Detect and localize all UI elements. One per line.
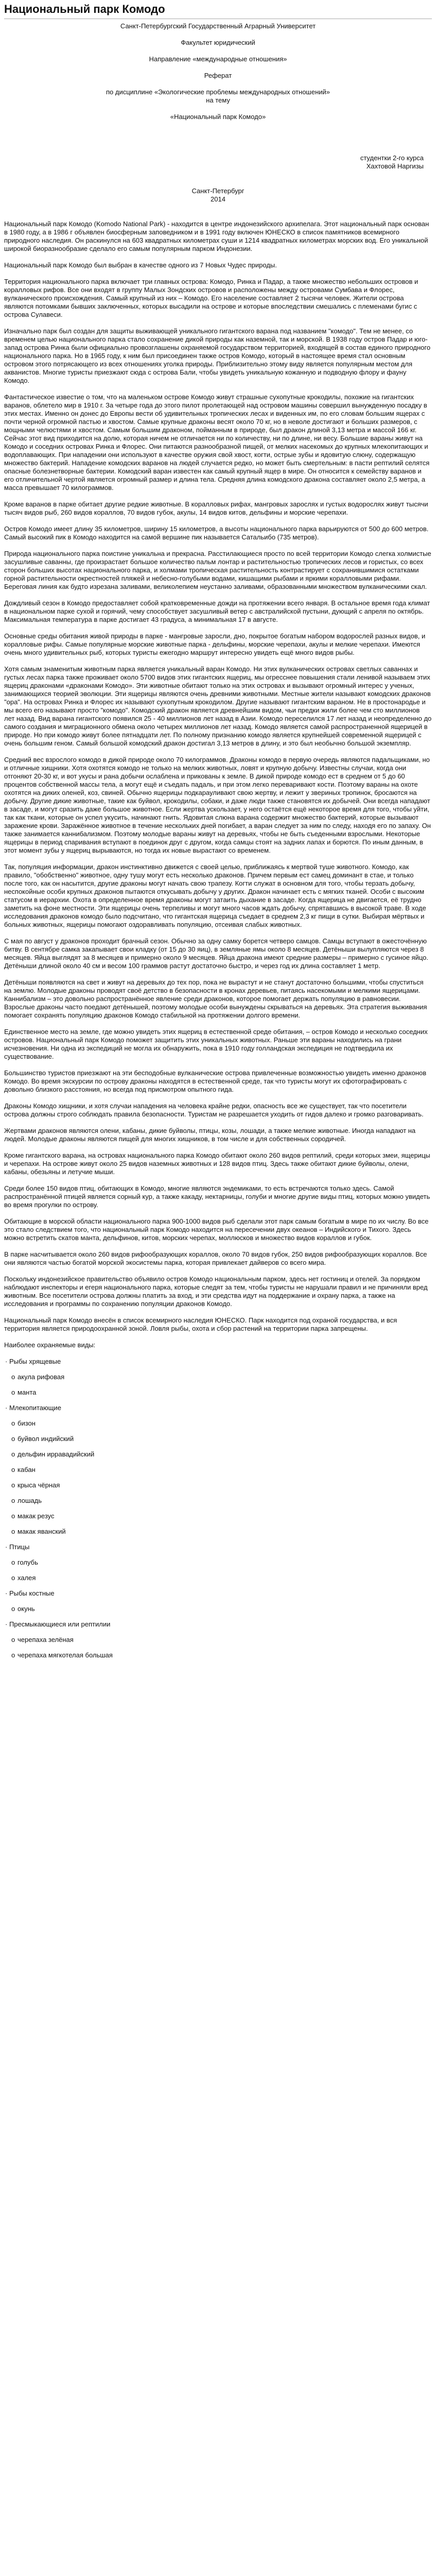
species-item: [4, 1466, 432, 1474]
species-name: голубь: [18, 1558, 38, 1566]
species-name: акула рифовая: [18, 1373, 65, 1381]
species-name: бизон: [18, 1419, 36, 1427]
direction-name: Направление «международные отношения»: [149, 55, 287, 63]
species-item: [4, 1373, 432, 1381]
university-name: Санкт-Петербургский Государственный Аграрный Университет: [120, 22, 316, 30]
species-item: [4, 1497, 432, 1505]
bullet-icon: o: [11, 1450, 15, 1458]
body-paragraph: Поскольку индонезийское правительство объявило остров Комодо национальным парком, здесь нет гостиниц и отелей. За порядком наблюдают инспекторы и егеря национального парка, которые следят за тем, чтобы туристы не нарушали правил и не причиняли вред животным. Все посетители острова должны платить за вход, и эти средства идут на поддержание и охрану парка, а также на исследования и программы по сохранению популяции драконов Комодо.: [4, 1275, 428, 1308]
bullet-icon: o: [11, 1481, 15, 1489]
species-group-heading: · Пресмыкающиеся или рептилии: [5, 1620, 111, 1628]
discipline: по дисциплине «Экологические проблемы международных отношений»: [106, 88, 330, 96]
city: Санкт-Петербург: [191, 187, 245, 195]
bullet-icon: o: [11, 1636, 15, 1643]
protected-species-lists: [4, 1358, 432, 1659]
bullet-icon: o: [11, 1497, 15, 1504]
work-type: Реферат: [204, 72, 232, 79]
body-paragraph: Кроме гигантского варана, на островах национального парка Комодо обитают около 260 видов рептилий, среди которых змеи, ящерицы и черепахи. На острове живут около 25 видов наземных животных и 128 видов птиц. Здесь также обитают дикие буйволы, олени, кабаны, обезьяны и летучие мыши.: [4, 1151, 430, 1176]
body-paragraph: Средний вес взрослого комодо в дикой природе около 70 килограммов. Драконы комодо в первую очередь являются падальщиками, но и отличные хищники. Хотя охотятся комодо не только на мелких животных, ловят и крупную добычу. Известны случаи, когда они отгоняют 20-30 кг, и вот укусы и рана добычи ослаблена и прикованы к земле. В дикой природе комодо ест в среднем от 5 до 60 процентов собственной массы тела, а могут ещё и съедать падаль, и при этом легко переваривают кости. Поэтому вараны на охоте охотятся на диких оленей, коз, свиней. Обычно ящерицы подкарауливают свою жертву, и лежит у звериных тропинок, бросаются на добычу. Другие дикие животные, такие как буйвол, крокодилы, собаки, и даже люди также становятся их добычей. Они всегда нападают в засаде, и могут сразить даже большое животное. Если жертва ускользает, у него остаётся ещё некоторое время для того, чтобы уйти, так как ткани, которые он успел укусить, начинают гнить. Ядовитая слюна варана содержит множество бактерий, которые вызывают заражение крови. Заражённое животное в течение нескольких дней погибает, а варан следует за ним по следу, находя его по запаху. Он также занимается каннибализмом. Поэтому молодые вараны живут на деревьях, чтобы не быть съеденными взрослыми. Некоторые ящерицы в период спаривания вступают в поединок друг с другом, когда самцы стоят на задних лапах и борются. По иным данным, в этот момент зубы у ящериц вырываются, но тогда их новые вырастают со временем.: [4, 756, 431, 854]
bullet-icon: o: [11, 1651, 15, 1659]
species-group: [4, 1358, 432, 1397]
bullet-icon: o: [11, 1574, 15, 1582]
species-item: [4, 1512, 432, 1520]
bullet-icon: o: [11, 1605, 15, 1613]
body-paragraph: Большинство туристов приезжают на эти бесподобные вулканические острова привлеченные возможностью увидеть именно драконов Комодо. Во время экскурсии по острову драконы находятся в естественной среде, так что туристы могут их сфотографировать с довольно близкого расстояния, но всегда под присмотром опытного гида.: [4, 1069, 427, 1093]
body-paragraph: Обитающие в морской области национального парка 900-1000 видов рыб сделали этот парк самым богатым в мире по их числу. Во все это стало следствием того, что национальный парк Комодо находится на пересечении двух океанов – Индийского и Тихого. Здесь можно встретить скатов манта, дельфинов, китов, морских черепах, моллюсков и множество видов кораллов и губок.: [4, 1217, 429, 1242]
body-paragraph: Национальный парк Комодо (Komodo National Park) - находится в центре индонезийского архипелага. Этот национальный парк основан в 1980 году, а в 1986 г объявлен биосферным заповедником и в 1991 году включен ЮНЕСКО в список памятников всемирного природного наследия. Он раскинулся на 603 квадратных километрах суши и 1214 квадратных километрах морских вод. Его уникальной широкой биоразнообразие сделало его самым популярным парком Индонезии.: [4, 220, 429, 252]
bullet-icon: o: [11, 1466, 15, 1473]
species-group: [4, 1404, 432, 1536]
student-role: студентки 2-го курса: [360, 154, 424, 162]
body-paragraph: Природа национального парка поистине уникальна и прекрасна. Расстилающиеся просто по всей территории Комодо слегка холмистые засушливые саванны, где произрастает большое количество пальм лонтар и растительностью тропических лесов и гористых, со всех сторон больших высотах национального парка, и холмами тропическая растительность контрастирует с сохранившимися остатками горной растительности окрестностей пляжей и небесно-голубыми водами, кишащими рыбами и яркими коралловыми рифами. Береговая линия как будто изрезана заливами, великолепием неустанно заливами, образованными множеством вулканическими скал.: [4, 550, 431, 590]
species-name: лошадь: [18, 1497, 42, 1504]
species-item: [4, 1450, 432, 1459]
body-paragraph: Остров Комодо имеет длину 35 километров, ширину 15 километров, а высоты национального парка варьируются от 500 до 600 метров. Самый высокий пик в Комодо находится на самой вершине пик называется Сатальибо (735 метров).: [4, 525, 429, 541]
body-paragraph: Наиболее охраняемые виды:: [4, 1341, 96, 1349]
body-paragraph: Среди более 150 видов птиц, обитающих в Комодо, многие являются эндемиками, то есть встречаются только здесь. Самой распространённой птицей является сорный кур, а также какаду, нектарницы, голуби и многие другие виды птиц, которых можно увидеть во время прогулки по острову.: [4, 1184, 430, 1209]
species-item: [4, 1419, 432, 1428]
theme-label: на тему: [206, 96, 230, 104]
species-name: окунь: [18, 1605, 35, 1613]
species-name: черепаха зелёная: [18, 1636, 74, 1643]
body-paragraph: Национальный парк Комодо был выбран в качестве одного из 7 Новых Чудес природы.: [4, 261, 277, 269]
species-name: халея: [18, 1574, 36, 1582]
species-item: [4, 1528, 432, 1536]
species-group-heading: · Рыбы хрящевые: [5, 1358, 61, 1365]
body-paragraph: Хотя самым знаменитым животным парка является уникальный варан Комодо. Ни этих вулканических островах светлых саваннах и густых лесах парка также проживает около 5700 видов этих гигантских ящериц, мы огресснее повышения стали ленивой называем этих ящериц драконами «драконами Комодо». Эти животные обитают только на этих островах и вызывают огромный интерес у ученых, занимающихся теорией эволюции. Эти ящерицы являются очень древними животными. Местные жители называют комодских драконов "ора". На островах Ринка и Флорес их называют сухопутным крокодилом. Другие называют гигантским вараном. Не в простонародье и мы всего его называют просто "комодо". Комодский дракон является древнейшим видом, чьи предки жили более чем сто миллионов лет назад. Вид варана гигантского появился 25 - 40 миллионов лет назад в Азии. Комодо переселился 17 лет назад и неопределенно до самого создания и миграционного обмена около четырех миллионов лет назад. Комодо является самой распространенной ящерицей в природе. Но при комодо живут более пятнадцати лет. По полному признанию комодо является крупнейшей современной ящерицей с очень большим геном. Самый большой комодский дракон достигал 3,13 метров в длину, и это был необычно большой экземпляр.: [4, 665, 432, 747]
body-paragraph: Жертвами драконов являются олени, кабаны, дикие буйволы, птицы, козы, лошади, а также мелкие животные. Иногда нападают на людей. Молодые драконы являются пищей для многих хищников, в том числе и для собственных сородичей.: [4, 1127, 416, 1143]
species-item: [4, 1651, 432, 1659]
body-paragraph: Единственное место на земле, где можно увидеть этих ящериц в естественной среде обитания, – остров Комодо и несколько соседних островов. Национальный парк Комодо поможет защитить этих уникальных животных. Раньше эти вараны находились на грани исчезновения. Ни одна из экспедиций не могла их обнаружить, пока в 1910 году голландская экспедиция не подтвердила их существование.: [4, 1028, 428, 1060]
species-group: [4, 1543, 432, 1582]
species-item: [4, 1574, 432, 1582]
student-name: Хахтовой Наргизы: [366, 162, 424, 170]
bullet-icon: o: [11, 1558, 15, 1566]
body-paragraph: Изначально парк был создан для защиты выживающей уникального гигантского варана под названием "комодо". Тем не менее, со временем целью национального парка стало сохранение дикой природы как наземной, так и морской. В 1938 году остров Падар и юго-запад острова Ринка были официально провозглашены охраняемой государством территорией, входящей в состав единого природного национального парка. Но в 1965 году, к ним был присоединен также остров Комодо, который в настоящее время стал основным островом этого потрясающего из всех отношениях уголка природы. Приблизительно этому виду является популярным местом для акванистов. Многие туристы приезжают сюда с острова Бали, чтобы увидеть уникальную кожанную и подводную флору и фауну Комодо.: [4, 327, 431, 384]
bullet-icon: o: [11, 1373, 15, 1381]
bullet-icon: o: [11, 1435, 15, 1443]
species-item: [4, 1636, 432, 1644]
body-paragraph: Детёныши появляются на свет и живут на деревьях до тех пор, пока не вырастут и не станут достаточно большими, чтобы спуститься на землю. Молодые драконы проводят своё детство в безопасности в кронах деревьев, питаясь насекомыми и мелкими ящерицами. Каннибализм – это довольно распространённое явление среди драконов, которое помогает держать популяцию в равновесии. Взрослые драконы часто поедают детёнышей, поэтому молодые особи вынуждены скрываться на деревьях. Эта стратегия выживания помогает сохранять популяцию драконов Комодо стабильной на протяжении долгого времени.: [4, 978, 427, 1019]
species-group-heading: · Рыбы костные: [5, 1589, 55, 1597]
species-item: [4, 1481, 432, 1489]
species-name: дельфин ирравадийский: [18, 1450, 95, 1458]
bullet-icon: o: [11, 1528, 15, 1535]
species-group-heading: · Птицы: [5, 1543, 30, 1551]
species-item: [4, 1388, 432, 1397]
bullet-icon: o: [11, 1419, 15, 1427]
bullet-icon: o: [11, 1388, 15, 1396]
species-item: [4, 1435, 432, 1443]
species-group-heading: · Млекопитающие: [5, 1404, 61, 1412]
bullet-icon: o: [11, 1512, 15, 1520]
body-paragraph: Территория национального парка включает три главных острова: Комодо, Ринка и Падар, а также множество небольших островов и коралловых рифов. Все они входят в группу Малых Зондских островов и расположены между островами Сумбава и Флорес, вулканического происхождения. Самый крупный из них – Комодо. Его население составляет 2 тысячи человек. Жители острова являются потомками бывших заключенных, которых высадили на острове и которые впоследствии смешались с племенами бугис с острова Сулавеси.: [4, 278, 418, 318]
body-paragraph: Национальный парк Комодо внесён в список всемирного наследия ЮНЕСКО. Парк находится под охраной государства, и вся территория является природоохранной зоной. Ловля рыбы, охота и сбор растений на территории парка запрещены.: [4, 1316, 397, 1332]
body-paragraph: Дождливый сезон в Комодо предоставляет собой кратковременные дожди на протяжении всего января. В остальное время года климат в национальном парке сухой и горячий, чему способствует засушливый ветер с австралийской пустыни, дующий с апреля по октябрь. Максимальная температура в парке достигает 43 градуса, а минимальная 17 в августе.: [4, 599, 430, 623]
species-name: макак резус: [18, 1512, 55, 1520]
species-name: макак яванский: [18, 1528, 66, 1535]
body-paragraph: В парке насчитывается около 260 видов рифообразующих кораллов, около 70 видов губок, 250 видов рифообразующих кораллов. Все они являются частью богатой морской экосистемы парка, которая привлекает дайверов со всего мира.: [4, 1250, 427, 1266]
body-paragraph: Основные среды обитания живой природы в парке - мангровые заросли, дно, покрытое богатым набором водорослей разных видов, и коралловые рифы. Самые популярные морские животные парка - дельфины, морские черепахи, акулы и мелкие черепахи. Имеются очень много удивительных рыб, которых туристы ежегодно маршрут интересно увидеть ещё много видов рыбы.: [4, 632, 426, 656]
page-title: Национальный парк Комодо: [4, 2, 432, 19]
species-name: манта: [18, 1388, 37, 1396]
body-text: [4, 220, 432, 1349]
species-group: [4, 1589, 432, 1613]
body-paragraph: Кроме варанов в парке обитает другие редкие животные. В коралловых рифах, мангровых зарослях и густых водорослях живут тысячи тысяч видов рыб, 260 видов кораллов, 70 видов губок, акулы, 14 видов китов, дельфины и морские черепахи.: [4, 500, 428, 516]
species-group: [4, 1620, 432, 1659]
body-paragraph: Драконы Комодо хищники, и хотя случаи нападения на человека крайне редки, опасность все же существует, так что посетители острова должны строго соблюдать правила безопасности. Туристам не разрешается уходить от гидов далеко и громко разговаривать.: [4, 1102, 424, 1118]
species-name: крыса чёрная: [18, 1481, 60, 1489]
species-name: буйвол индийский: [18, 1435, 74, 1443]
year: 2014: [211, 195, 225, 203]
theme: «Национальный парк Комодо»: [170, 113, 266, 121]
body-paragraph: Так, популяция информации, дракон инстинктивно движется с своей целью, приближаясь к мертвой туше животного. Комодо, как правило, "обобственно" животное, одну тушу могут есть несколько драконов. Причем первым ест самец доминант в стае, и только после того, как он насытится, другие драконы могут начать свою трапезу. Когти служат в основном для того, чтобы терзать добычу, неспокойные особи крупных драконов пытаются откусывать добычу у других. Дракон начинает есть с мягких тканей. Особи с высоким статусом в иерархии. Охота в определенное время драконы могут затаить дыхание в засаде. Когда ящерица не двигается, её трудно заметить на фоне местности. Эти ящерицы очень терпеливы и могут много часов ждать добычу, спрятавшись в высокой траве. В ходе исследования драконов комодо было подсчитано, что гигантская ящерица съедает в среднем 2,3 кг пищи в сутки. Выбирая мёртвых и больных животных, ящерицы помогают оздоравливать популяцию, отсеивая слабых животных.: [4, 863, 426, 928]
species-name: кабан: [18, 1466, 36, 1473]
body-paragraph: Фантастическое известие о том, что на маленьком острове Комодо живут страшные сухопутные крокодилы, похожие на гигантских варанов, облетело мир в 1910 г. За четыре года до этого пилот пролетающей над островом машины совершил вынужденную посадку в этих местах. Именно он донес до Европы вести об удивительных тропических лесах и виденных им, по его словам большим ящерах с почти черной огромной пастью и хвостом. Самые крупные драконы весят около 70 кг, но в неволе достигают и больших размеров, с мощными челюстями и хвостом. Самым большим драконом, пойманным в природе, был дракон длиной 3,13 метра и массой 166 кг. Сейчас этот вид приходится на долю, которая ничем не отличается ни по количеству, ни по длине, ни весу. Большие вараны живут на Комодо и соседних островах Ринка и Флорес. Они питаются разнообразной пищей, от мелких насекомых до крупных млекопитающих и водоплавающих. При нападении они используют в качестве оружия свой хвост, когти, острые зубы и ядовитую слюну, содержащую множество бактерий. Нападение комодских варанов на людей случается редко, но может быть смертельным: в пасти рептилий селятся опасные болезнетворные бактерии. Комодский варан известен как самый крупный ящер в мире. Он относится к семейству варанов и его отличительной чертой является огромный размер и длина тела. Средняя длина комодского дракона составляет около 2,5 метра, а масса превышает 70 килограммов.: [4, 393, 430, 492]
species-item: [4, 1558, 432, 1567]
species-name: черепаха мягкотелая большая: [18, 1651, 113, 1659]
faculty-name: Факультет юридический: [181, 39, 255, 46]
body-paragraph: С мая по август у драконов проходит брачный сезон. Обычно за одну самку борется четверо самцов. Самцы вступают в ожесточённую битву. В сентябре самка закапывает свои кладку (от 15 до 30 яиц), в земляные ямы около 8 месяцев. Детёныши вылупляются через 8 месяцев. Яйца выглядят за 8 месяцев и примерно около 9 месяцев. Яйца дракона имеют средние размеры – примерно с гусиное яйцо. Детёныши длиной около 40 см и весом 100 граммов растут достаточно быстро, и через год их длина составляет 1 метр.: [4, 937, 428, 970]
species-item: [4, 1605, 432, 1613]
